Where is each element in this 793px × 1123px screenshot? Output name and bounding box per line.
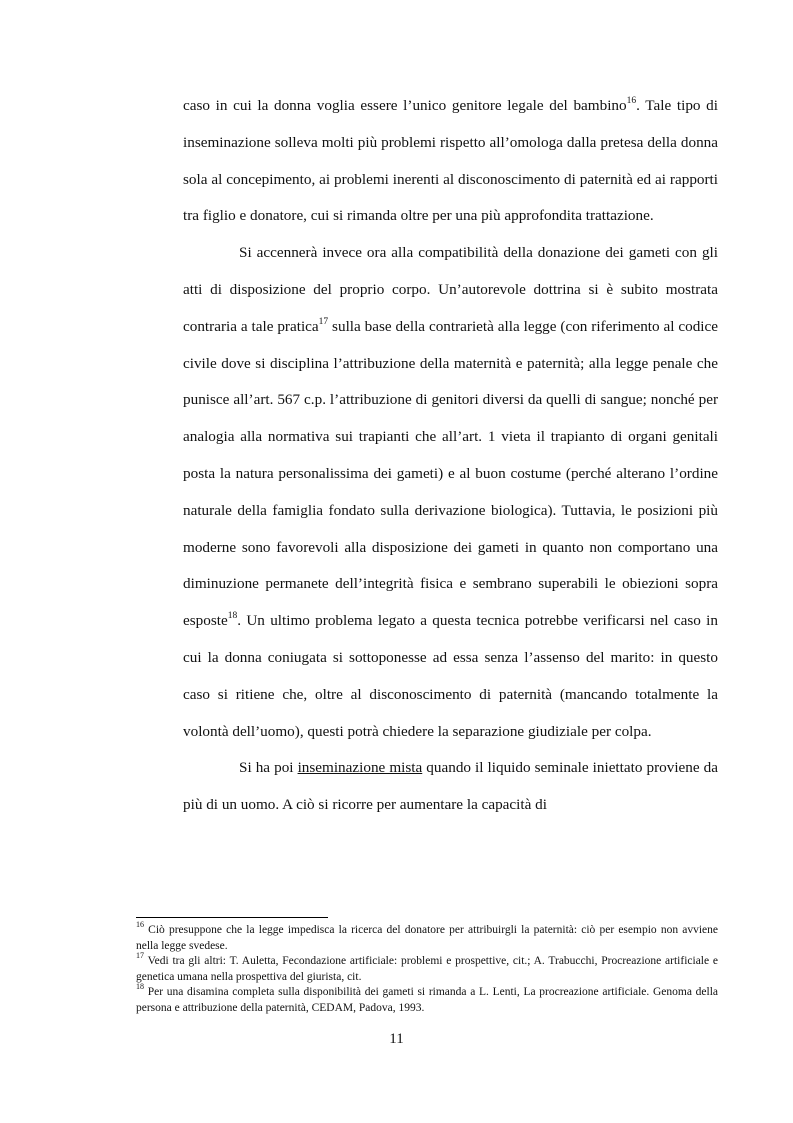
text-run: sulla base della contrarietà alla legge (con riferimento al codice civile dove si disciplina l’attribuzione della maternità e paternità; alla legge penale che punisce all’art. 567 c.p. l’attribuzione di genitori diversi da quelli di sangue; nonché per analogia alla normativa sui trapianti che all’art. 1 vieta il trapianto di organi genitali posta la natura personalissima dei gameti) e al buon costume (perché alterano l’ordine naturale della famiglia fondato sulla derivazione biologica). Tuttavia, le posizioni più moderne sono favorevoli alla disposizione dei gameti in quanto non comportano una diminuzione permanete dell’integrità fisica e sembrano superabili le obiezioni sopra esposte xyxy=(183,317,718,630)
footnote-ref-18[interactable]: 18 xyxy=(227,611,238,622)
text-run: Si accennerà invece ora alla compatibilità della donazione dei gameti con gli atti di disposizione del proprio corpo. Un’autorevole dottrina si è subito mostrata contraria a tale pratica xyxy=(183,244,718,335)
footnote-number: 17 xyxy=(136,951,144,961)
footnote-number: 16 xyxy=(136,920,144,930)
paragraph-2 xyxy=(183,235,718,750)
footnote-separator xyxy=(136,917,328,918)
footnote-ref-16[interactable]: 16 xyxy=(626,95,637,106)
text-run: . Tale tipo di inseminazione solleva molti più problemi rispetto all’omologa dalla pretesa della donna sola al concepimento, ai problemi inerenti al disconoscimento di paternità ed ai rapporti tra figlio e donatore, cui si rimanda oltre per una più approfondita trattazione. xyxy=(183,97,718,225)
footnote-18 xyxy=(136,982,718,1016)
page-number: 11 xyxy=(389,1031,404,1047)
text-run: caso in cui la donna voglia essere l’unico genitore legale del bambino xyxy=(183,97,627,114)
footnote-text: Vedi tra gli altri: T. Auletta, Fecondazione artificiale: problemi e prospettive, cit.; A. Trabucchi, Procreazione artificiale e genetica umana nella prospettiva del giurista, cit. xyxy=(136,955,718,983)
text-run: Si ha poi xyxy=(239,759,298,777)
underlined-term: inseminazione mista xyxy=(297,759,423,777)
text-run: quando il liquido seminale iniettato proviene da più di un uomo. A ciò si ricorre per aumentare la capacità di xyxy=(183,759,718,814)
footnote-ref-17[interactable]: 17 xyxy=(318,316,329,327)
footnote-text: Per una disamina completa sulla disponibilità dei gameti si rimanda a L. Lenti, La procreazione artificiale. Genoma della persona e attribuzione della paternità, CEDAM, Padova, 1993. xyxy=(136,986,718,1014)
footnote-text: Ciò presuppone che la legge impedisca la ricerca del donatore per attribuirgli la paternità: ciò per esempio non avviene nella legge svedese. xyxy=(136,924,718,952)
text-run: . Un ultimo problema legato a questa tecnica potrebbe verificarsi nel caso in cui la donna coniugata si sottoponesse ad essa senza l’assenso del marito: in questo caso si ritiene che, oltre al disconoscimento di paternità (mancando totalmente la volontà dell’uomo), questi potrà chiedere la separazione giudiziale per colpa. xyxy=(183,612,718,740)
paragraph-1 xyxy=(183,88,718,235)
footnote-17 xyxy=(136,951,718,985)
main-text xyxy=(183,88,718,824)
footnote-16 xyxy=(136,920,718,954)
footnote-number: 18 xyxy=(136,982,144,992)
footnotes xyxy=(136,920,718,1016)
paragraph-3 xyxy=(183,750,718,824)
